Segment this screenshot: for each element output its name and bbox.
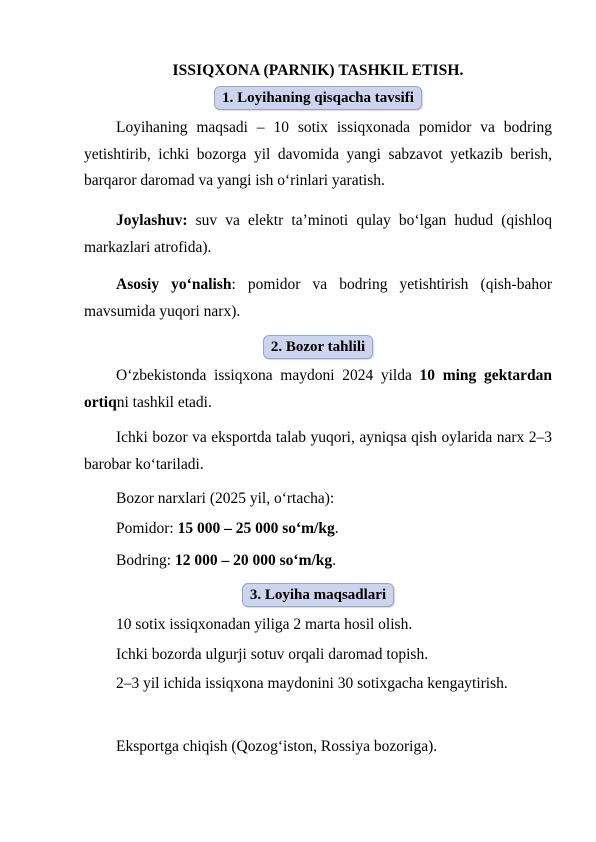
document-title: ISSIQXONA (PARNIK) TASHKIL ETISH. bbox=[172, 62, 464, 79]
section-heading-2-label: 2. Bozor tahlili bbox=[263, 335, 373, 359]
section-heading-2 bbox=[84, 335, 552, 359]
area-value: 10 ming gektardan ortiq bbox=[84, 367, 552, 411]
section-2-prices-intro: Bozor narxlari (2025 yil, o‘rtacha): bbox=[116, 490, 335, 507]
location-text: suv va elektr ta’minoti qulay bo‘lgan hudud (qishloq markazlari atrofida). bbox=[84, 212, 552, 256]
section-3-goal-harvest: 10 sotix issiqxonadan yiliga 2 marta hosil olish. bbox=[116, 616, 413, 633]
direction-text: : pomidor va bodring yetishtirish (qish-bahor mavsumida yuqori narx). bbox=[84, 276, 552, 320]
area-text-end: ni tashkil etadi. bbox=[116, 393, 212, 411]
section-2-price-cucumber bbox=[116, 552, 336, 570]
section-heading-1-label: 1. Loyihaning qisqacha tavsifi bbox=[214, 86, 422, 110]
section-3-goal-export: Eksportga chiqish (Qozog‘iston, Rossiya bozoriga). bbox=[116, 738, 438, 755]
section-2-paragraph-area bbox=[84, 363, 552, 416]
section-3-goal-wholesale: Ichki bozorda ulgurji sotuv orqali daromad topish. bbox=[116, 646, 429, 663]
cucumber-price: 12 000 – 20 000 so‘m/kg bbox=[175, 552, 333, 569]
section-heading-3 bbox=[84, 583, 552, 607]
section-1-paragraph-direction bbox=[84, 272, 552, 325]
location-label: Joylashuv: bbox=[116, 212, 188, 229]
direction-label: Asosiy yo‘nalish bbox=[116, 276, 232, 293]
tomato-price: 15 000 – 25 000 so‘m/kg bbox=[177, 520, 335, 537]
section-1-paragraph-location bbox=[84, 208, 552, 261]
section-3-goal-expand: 2–3 yil ichida issiqxona maydonini 30 sotixgacha kengaytirish. bbox=[116, 675, 508, 692]
tomato-period: . bbox=[334, 520, 339, 537]
section-heading-3-label: 3. Loyiha maqsadlari bbox=[242, 583, 394, 607]
section-heading-1 bbox=[84, 86, 552, 110]
cucumber-label: Bodring: bbox=[116, 552, 175, 569]
area-text-start: O‘zbekistonda issiqxona maydoni 2024 yilda bbox=[116, 367, 420, 384]
cucumber-period: . bbox=[332, 552, 337, 569]
section-1-paragraph-goal: Loyihaning maqsadi – 10 sotix issiqxonada pomidor va bodring yetishtirib, ichki bozorga yil davomida yangi sabzavot yetkazib berish, barqaror daromad va yangi ish o‘rinlari yaratish. bbox=[84, 119, 552, 190]
tomato-label: Pomidor: bbox=[116, 520, 178, 537]
section-2-price-tomato bbox=[116, 520, 339, 538]
section-2-paragraph-demand: Ichki bozor va eksportda talab yuqori, ayniqsa qish oylarida narx 2–3 barobar ko‘tariladi. bbox=[84, 429, 552, 473]
